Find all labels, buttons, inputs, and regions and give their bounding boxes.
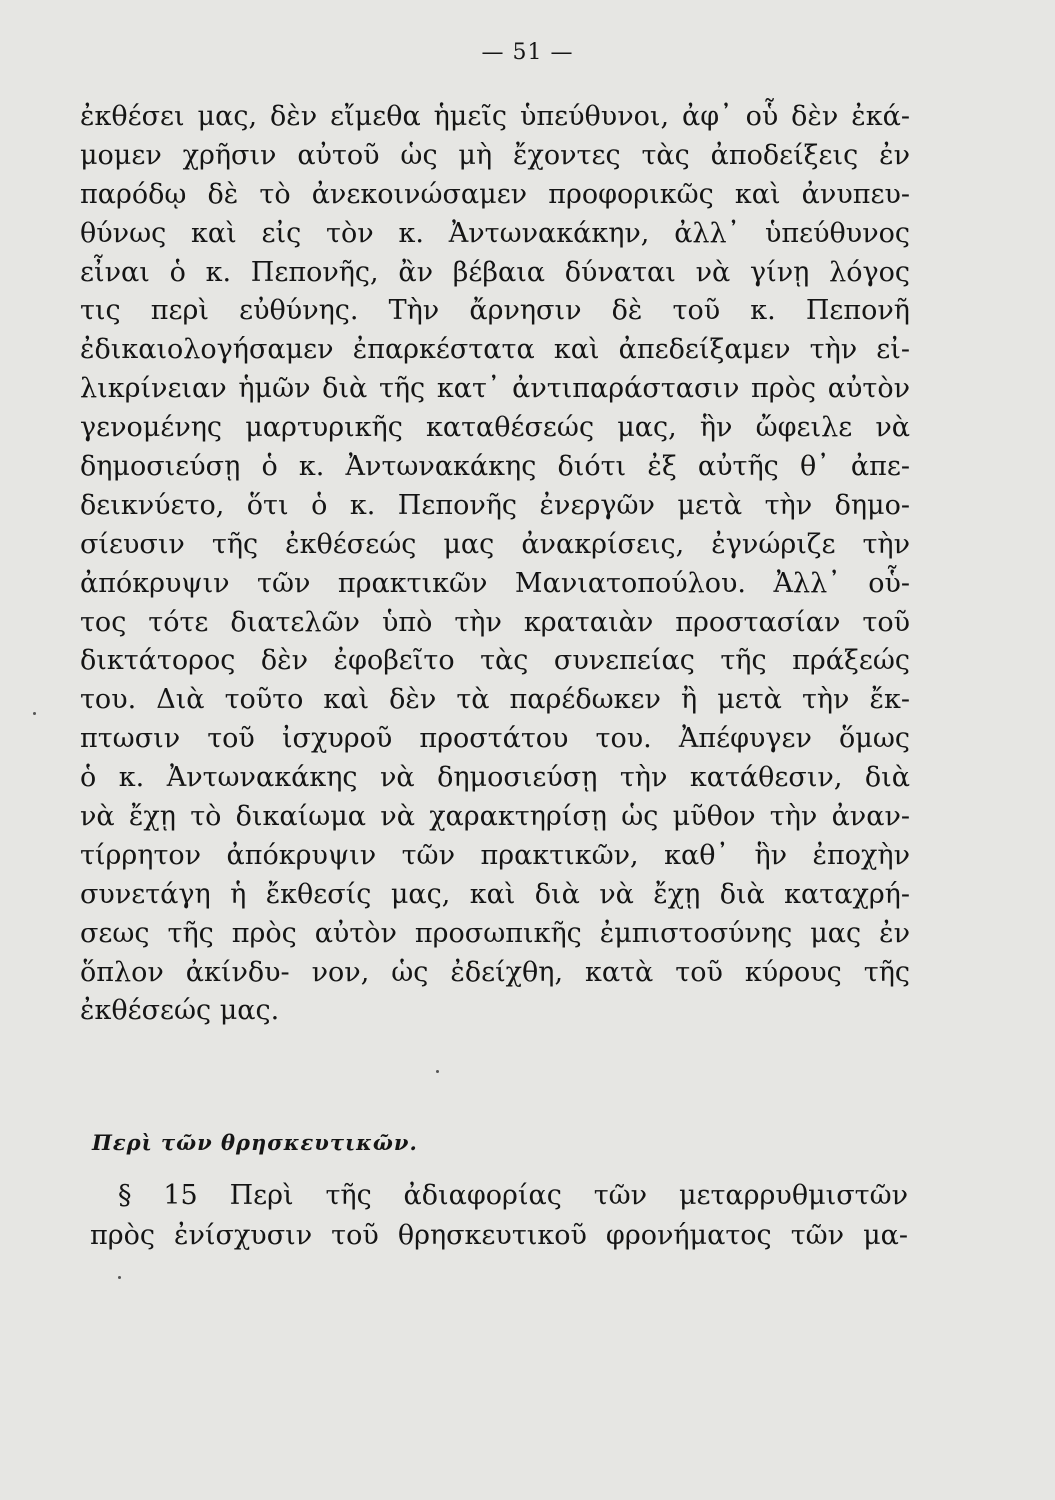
text-line: τις περὶ εὐθύνης. Τὴν ἄρνησιν δὲ τοῦ κ. Πεπονῆ (80, 295, 910, 327)
text-line: ἀπόκρυψιν τῶν πρακτικῶν Μανιατοπούλου. Ἀλλ᾽ οὗ- (80, 567, 910, 599)
text-line: παρόδῳ δὲ τὸ ἀνεκοινώσαμεν προφορικῶς καὶ ἀνυπευ- (80, 178, 910, 210)
text-line: του. Διὰ τοῦτο καὶ δὲν τὰ παρέδωκεν ἢ μετὰ τὴν ἔκ- (80, 684, 910, 716)
text-line: τος τότε διατελῶν ὑπὸ τὴν κραταιὰν προστασίαν τοῦ (80, 606, 910, 638)
text-line: σίευσιν τῆς ἐκθέσεώς μας ἀνακρίσεις, ἐγνώριζε τὴν (80, 528, 910, 560)
text-line: εἶναι ὁ κ. Πεπονῆς, ἂν βέβαια δύναται νὰ γίνῃ λόγος (80, 256, 910, 288)
text-line: σεως τῆς πρὸς αὐτὸν προσωπικῆς ἐμπιστοσύνης μας ἐν (80, 917, 910, 949)
text-line: θύνως καὶ εἰς τὸν κ. Ἀντωνακάκην, ἀλλ᾽ ὑπεύθυνος (80, 217, 910, 249)
text-line: ἐδικαιολογήσαμεν ἐπαρκέστατα καὶ ἀπεδείξαμεν τὴν εἰ- (80, 334, 910, 366)
paper-speck (33, 712, 36, 715)
text-line: ὁ κ. Ἀντωνακάκης νὰ δημοσιεύσῃ τὴν κατάθεσιν, διὰ (80, 762, 910, 794)
paper-speck (118, 1276, 121, 1279)
text-line: τίρρητον ἀπόκρυψιν τῶν πρακτικῶν, καθ᾽ ἣν ἐποχὴν (80, 839, 910, 871)
text-line: λικρίνειαν ἡμῶν διὰ τῆς κατ᾽ ἀντιπαράστασιν πρὸς αὐτὸν (80, 373, 910, 405)
text-line: συνετάγη ἡ ἔκθεσίς μας, καὶ διὰ νὰ ἔχῃ διὰ καταχρή- (80, 878, 910, 910)
body-paragraph (80, 98, 910, 1031)
page-number: — 51 — (481, 40, 574, 65)
text-line: πρὸς ἐνίσχυσιν τοῦ θρησκευτικοῦ φρονήματος τῶν μα- (90, 1220, 908, 1251)
text-line: μομεν χρῆσιν αὐτοῦ ὡς μὴ ἔχοντες τὰς ἀποδείξεις ἐν (80, 139, 910, 171)
text-line: ὅπλον ἀκίνδυ- νον, ὡς ἐδείχθη, κατὰ τοῦ κύρους τῆς (80, 956, 910, 988)
text-line: νὰ ἔχῃ τὸ δικαίωμα νὰ χαρακτηρίσῃ ὡς μῦθον τὴν ἀναν- (80, 801, 910, 833)
text-line: δικτάτορος δὲν ἐφοβεῖτο τὰς συνεπείας τῆς πράξεώς (80, 645, 910, 677)
text-line: δημοσιεύσῃ ὁ κ. Ἀντωνακάκης διότι ἐξ αὐτῆς θ᾽ ἀπε- (80, 451, 910, 483)
section-heading: Περὶ τῶν θρησκευτικῶν. (92, 1130, 418, 1155)
text-line: ἐκθέσει μας, δὲν εἴμεθα ἡμεῖς ὑπεύθυνοι, ἀφ᾽ οὗ δὲν ἐκά- (80, 101, 910, 132)
text-line: πτωσιν τοῦ ἰσχυροῦ προστάτου του. Ἀπέφυγεν ὅμως (80, 723, 910, 755)
text-line: γενομένης μαρτυρικῆς καταθέσεώς μας, ἣν ὤφειλε νὰ (80, 412, 910, 444)
text-line: δεικνύετο, ὅτι ὁ κ. Πεπονῆς ἐνεργῶν μετὰ τὴν δημο- (80, 489, 910, 521)
paper-speck (436, 1070, 439, 1073)
text-line: § 15 Περὶ τῆς ἀδιαφορίας τῶν μεταρρυθμιστῶν (118, 1180, 908, 1211)
text-line: ἐκθέσεώς μας. (80, 995, 280, 1027)
section-paragraph (90, 1176, 908, 1256)
